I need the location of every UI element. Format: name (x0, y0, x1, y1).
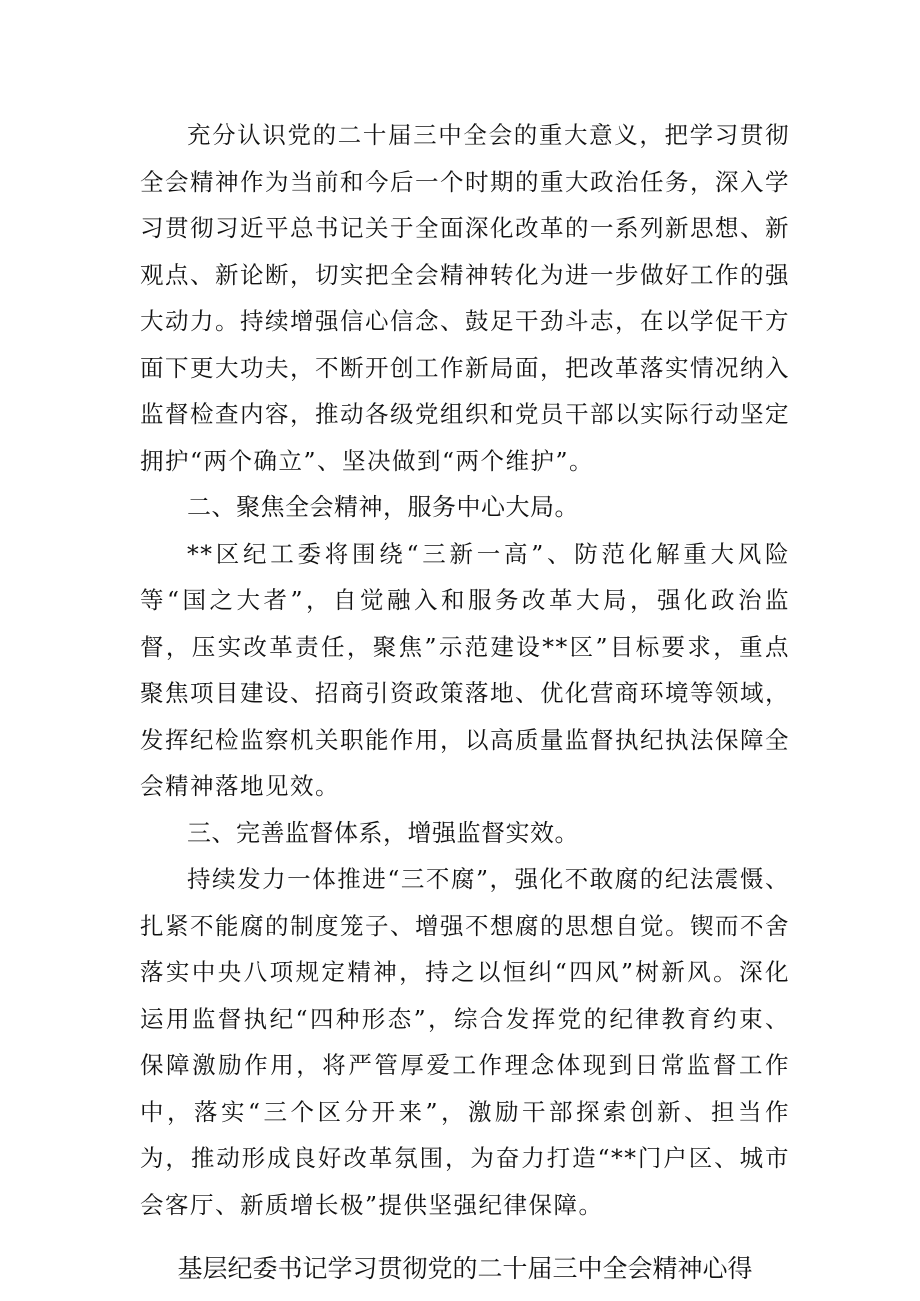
document-page (140, 112, 790, 1292)
section-3-heading: 三、完善监督体系，增强监督实效。 (187, 818, 579, 847)
next-document-title: 基层纪委书记学习贯彻党的二十届三中全会精神心得 (177, 1254, 753, 1283)
intro-paragraph: 充分认识党的二十届三中全会的重大意义，把学习贯彻全会精神作为当前和今后一个时期的重大政治任务，深入学习贯彻习近平总书记关于全面深化改革的一系列新思想、新观点、新论断，切实把全会精神转化为进一步做好工作的强大动力。持续增强信心信念、鼓足干劲斗志，在以学促干方面下更大功夫，不断开创工作新局面，把改革落实情况纳入监督检查内容，推动各级党组织和党员干部以实际行动坚定拥护“两个确立”、坚决做到“两个维护”。 (140, 121, 790, 475)
section-2-heading: 二、聚焦全会精神，服务中心大局。 (187, 493, 579, 521)
section-2-paragraph: **区纪工委将围绕“三新一高”、防范化解重大风险等“国之大者”，自觉融入和服务改革大局，强化政治监督，压实改革责任，聚焦”示范建设**区”目标要求，重点聚焦项目建设、招商引资政策落地、优化营商环境等领域，发挥纪检监察机关职能作用，以高质量监督执纪执法保障全会精神落地见效。 (140, 539, 790, 800)
section-3-paragraph: 持续发力一体推进“三不腐”，强化不敢腐的纪法震慑、扎紧不能腐的制度笼子、增强不想腐的思想自觉。锲而不舍落实中央八项规定精神，持之以恒纠“四风”树新风。深化运用监督执纪“四种形态”，综合发挥党的纪律教育约束、保障激励作用，将严管厚爱工作理念体现到日常监督工作中，落实“三个区分开来”，激励干部探索创新、担当作为，推动形成良好改革氛围，为奋力打造“**门户区、城市会客厅、新质增长极”提供坚强纪律保障。 (140, 865, 790, 1219)
